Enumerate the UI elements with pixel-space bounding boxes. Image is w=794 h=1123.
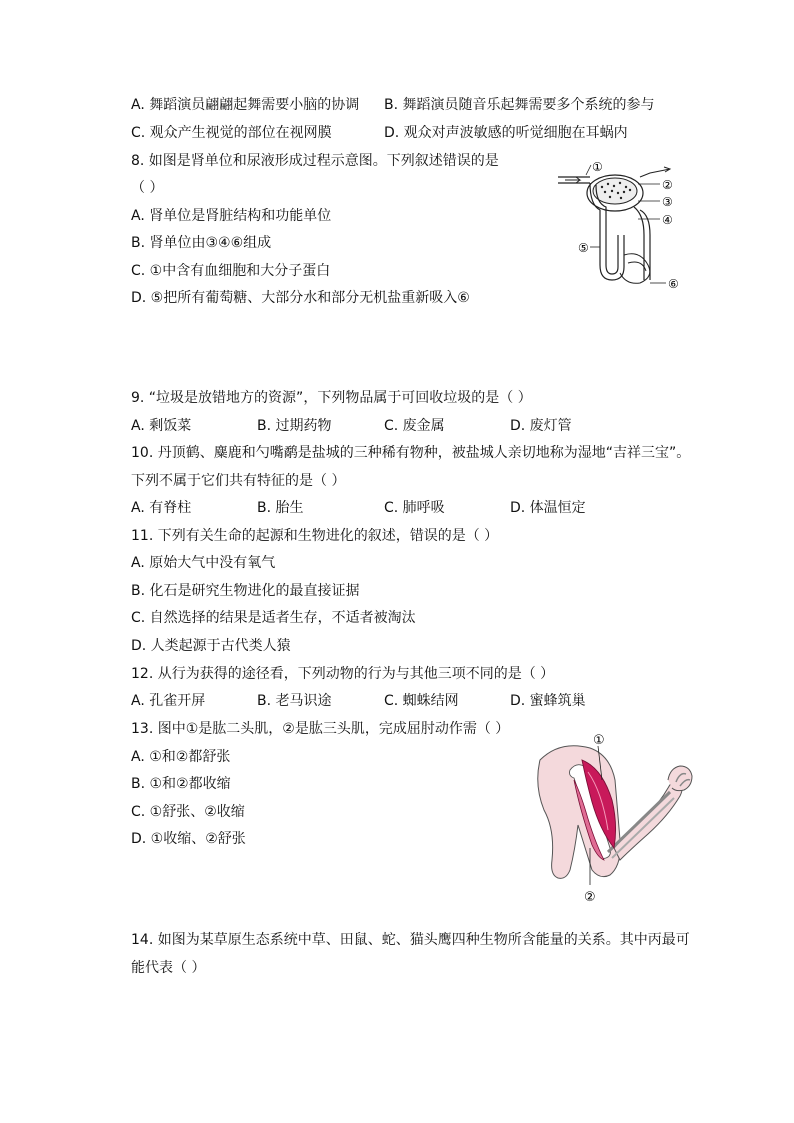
muscle-label-1: ① bbox=[593, 733, 605, 748]
q7-option-c: C. 观众产生视觉的部位在视网膜 bbox=[131, 125, 332, 141]
q9-option-b: B. 过期药物 bbox=[257, 418, 332, 434]
q13-option-d: D. ①收缩、②舒张 bbox=[131, 831, 246, 847]
q8-option-a: A. 肾单位是肾脏结构和功能单位 bbox=[131, 208, 332, 224]
q10-option-a: A. 有脊柱 bbox=[131, 500, 192, 516]
q10-option-d: D. 体温恒定 bbox=[510, 500, 586, 516]
q11-option-a: A. 原始大气中没有氧气 bbox=[131, 555, 276, 571]
q7-option-b: B. 舞蹈演员随音乐起舞需要多个系统的参与 bbox=[384, 97, 655, 113]
q10-stem-cont: 下列不属于它们共有特征的是（ ） bbox=[131, 473, 346, 489]
q12-stem: 12. 从行为获得的途径看，下列动物的行为与其他三项不同的是（ ） bbox=[131, 666, 555, 682]
q13-option-b: B. ①和②都收缩 bbox=[131, 776, 231, 792]
q11-option-c: C. 自然选择的结果是适者生存，不适者被淘汰 bbox=[131, 610, 416, 626]
q8-stem-paren: （ ） bbox=[131, 180, 164, 196]
q13-stem: 13. 图中①是肱二头肌，②是肱三头肌，完成屈肘动作需（ ） bbox=[131, 721, 510, 737]
nephron-label-4: ④ bbox=[662, 213, 673, 227]
q14-stem-cont: 能代表（ ） bbox=[131, 960, 206, 976]
q10-option-b: B. 胎生 bbox=[257, 500, 304, 516]
q14-stem: 14. 如图为某草原生态系统中草、田鼠、蛇、猫头鹰四种生物所含能量的关系。其中丙最可 bbox=[131, 932, 690, 948]
q10-stem: 10. 丹顶鹤、麋鹿和勺嘴鹬是盐城的三种稀有物种，被盐城人亲切地称为湿地“吉祥三宝”。 bbox=[131, 445, 691, 461]
q9-option-d: D. 废灯管 bbox=[510, 418, 572, 434]
q9-option-a: A. 剩饭菜 bbox=[131, 418, 192, 434]
nephron-label-6: ⑥ bbox=[668, 277, 679, 291]
q7-option-a: A. 舞蹈演员翩翩起舞需要小脑的协调 bbox=[131, 97, 360, 113]
q8-option-b: B. 肾单位由③④⑥组成 bbox=[131, 235, 272, 251]
muscle-label-2: ② bbox=[584, 890, 596, 905]
nephron-label-2: ② bbox=[662, 178, 673, 192]
nephron-figure bbox=[550, 155, 700, 295]
q8-stem: 8. 如图是肾单位和尿液形成过程示意图。下列叙述错误的是 bbox=[131, 153, 499, 169]
q11-option-d: D. 人类起源于古代类人猿 bbox=[131, 638, 291, 654]
q10-option-c: C. 肺呼吸 bbox=[384, 500, 445, 516]
q11-stem: 11. 下列有关生命的起源和生物进化的叙述，错误的是（ ） bbox=[131, 528, 499, 544]
nephron-label-1: ① bbox=[592, 160, 603, 174]
q12-option-b: B. 老马识途 bbox=[257, 693, 332, 709]
q8-option-d: D. ⑤把所有葡萄糖、大部分水和部分无机盐重新吸入⑥ bbox=[131, 290, 470, 306]
q9-option-c: C. 废金属 bbox=[384, 418, 445, 434]
q12-option-d: D. 蜜蜂筑巢 bbox=[510, 693, 586, 709]
q13-option-a: A. ①和②都舒张 bbox=[131, 749, 231, 765]
q12-option-a: A. 孔雀开屏 bbox=[131, 693, 206, 709]
arm-muscle-figure bbox=[530, 730, 700, 905]
q7-option-d: D. 观众对声波敏感的听觉细胞在耳蜗内 bbox=[384, 125, 628, 141]
q9-stem: 9. “垃圾是放错地方的资源”，下列物品属于可回收垃圾的是（ ） bbox=[131, 390, 532, 406]
nephron-label-3: ③ bbox=[662, 195, 673, 209]
q8-option-c: C. ①中含有血细胞和大分子蛋白 bbox=[131, 263, 331, 279]
q12-option-c: C. 蜘蛛结网 bbox=[384, 693, 459, 709]
q13-option-c: C. ①舒张、②收缩 bbox=[131, 804, 245, 820]
nephron-label-5: ⑤ bbox=[578, 241, 589, 255]
q11-option-b: B. 化石是研究生物进化的最直接证据 bbox=[131, 583, 360, 599]
